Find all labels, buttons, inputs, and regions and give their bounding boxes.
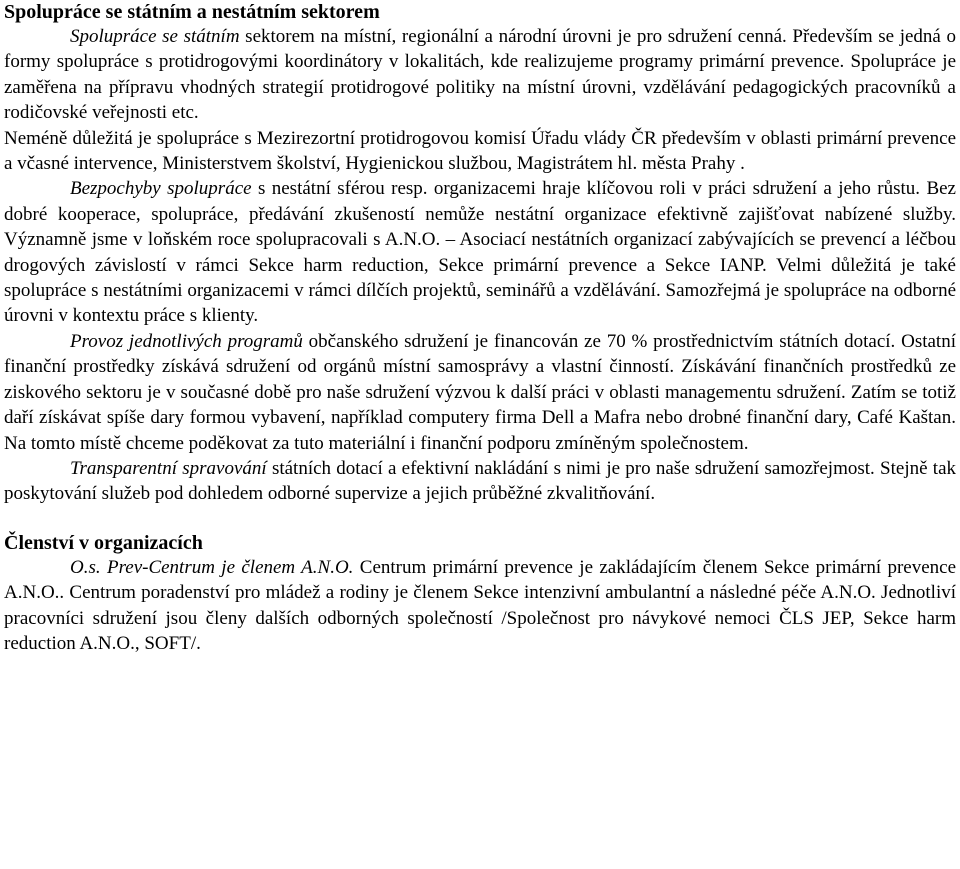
italic-lead: Bezpochyby spolupráce bbox=[70, 178, 252, 200]
paragraph-text: Neméně důležitá je spolupráce s Mezirezortní protidrogovou komisí Úřadu vlády ČR především v oblasti primární prevence a včasné intervence, Ministerstvem školství, Hygienickou službou, Magistrátem hl. města Prahy . bbox=[4, 127, 956, 175]
paragraph-financing bbox=[4, 329, 956, 456]
paragraph-text: občanského sdružení je financován ze 70 % prostřednictvím státních dotací. Ostatní finanční prostředky získává sdružení od orgánů místní samosprávy a vlastní činností. Získávání finančních prostředků ze ziskového sektoru je v současné době pro naše sdružení výzvou k další práci v oblasti managementu sdružení. Zatím se totiž daří získávat spíše dary formou vybavení, například computery firma Dell a Mafra nebo drobné finanční dary, Café Kaštan. Na tomto místě chceme poděkovat za tuto materiální i finanční podporu zmíněným společnostem. bbox=[4, 330, 956, 454]
italic-lead: O.s. Prev-Centrum je členem A.N.O. bbox=[70, 556, 354, 578]
paragraph-commission-cooperation bbox=[4, 126, 956, 177]
italic-lead: Transparentní spravování bbox=[70, 457, 267, 479]
italic-lead: Provoz jednotlivých programů bbox=[70, 330, 303, 352]
section-heading-cooperation: Spolupráce se státním a nestátním sektorem bbox=[4, 1, 380, 23]
italic-lead: Spolupráce se státním bbox=[70, 26, 240, 47]
paragraph-transparency bbox=[4, 456, 956, 507]
paragraph-text: Centrum primární prevence je zakládajícím členem Sekce primární prevence A.N.O.. Centrum poradenství pro mládež a rodiny je členem Sekce intenzivní ambulantní a následné péče A.N.O. Jednotliví pracovníci sdružení jsou členy dalších odborných společností /Společnost pro návykové nemoci ČLS JEP, Sekce harm reduction A.N.O., SOFT/. bbox=[4, 556, 957, 654]
section-heading-membership: Členství v organizacích bbox=[4, 531, 203, 554]
paragraph-text: s nestátní sférou resp. organizacemi hraje klíčovou roli v práci sdružení a jeho růstu. Bez dobré kooperace, spolupráce, předávání zkušeností nemůže nestátní organizace efektivně zajišťovat nabízené služby. Významně jsme v loňském roce spolupracovali s A.N.O. – Asociací nestátních organizací zabývajících se prevencí a léčbou drogových závislostí v rámci Sekce harm reduction, Sekce primární prevence a Sekce IANP. Velmi důležitá je také spolupráce s nestátními organizacemi v rámci dílčích projektů, seminářů a vzdělávání. Samozřejmá je spolupráce na odborné úrovni v kontextu práce s klienty. bbox=[4, 178, 956, 327]
paragraph-text: sektorem na místní, regionální a národní úrovni je pro sdružení cenná. Především se jedná o formy spolupráce s protidrogovými koordinátory v lokalitách, kde realizujeme programy primární prevence. Spolupráce je zaměřena na přípravu vhodných strategií protidrogové politiky na místní úrovni, vzdělávání pedagogických pracovníků a rodičovské veřejnosti etc. bbox=[4, 26, 956, 124]
paragraph-text: státních dotací a efektivní nakládání s nimi je pro naše sdružení samozřejmost. Stejně tak poskytování služeb pod dohledem odborné supervize a jejich průběžné zkvalitňování. bbox=[4, 457, 957, 505]
paragraph-ngo-cooperation bbox=[4, 176, 956, 328]
paragraph-membership bbox=[4, 555, 956, 657]
section-spacer bbox=[4, 507, 956, 531]
paragraph-state-cooperation bbox=[4, 24, 956, 126]
